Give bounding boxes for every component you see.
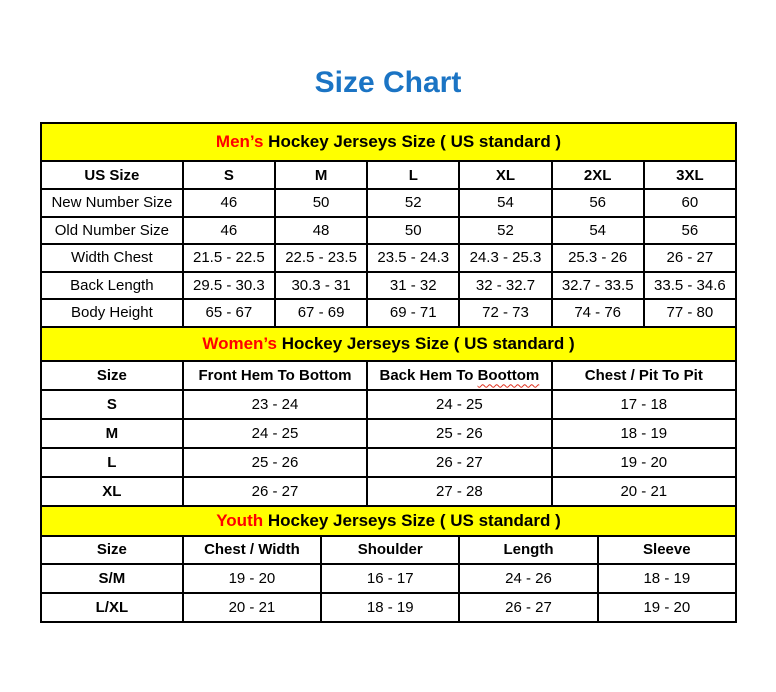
column-header-cell: M: [275, 161, 367, 189]
column-header-cell: Shoulder: [321, 536, 459, 564]
data-cell: 50: [275, 189, 367, 217]
data-cell: 32 - 32.7: [459, 272, 551, 300]
table-row: [41, 390, 736, 419]
table-row: [41, 189, 736, 217]
data-cell: 25 - 26: [367, 419, 551, 448]
data-cell: 24 - 25: [183, 419, 367, 448]
youth-section-accent: Youth: [216, 510, 264, 530]
data-cell: 46: [183, 189, 275, 217]
data-cell: 20 - 21: [183, 593, 321, 622]
column-header-cell: Chest / Width: [183, 536, 321, 564]
table-row: [41, 272, 736, 300]
row-label-cell: M: [41, 419, 183, 448]
column-header-cell: Sleeve: [598, 536, 736, 564]
column-header-row: [41, 161, 736, 189]
size-chart: [40, 122, 737, 623]
data-cell: 25 - 26: [183, 448, 367, 477]
womens-section: [40, 326, 737, 507]
data-cell: 56: [552, 189, 644, 217]
data-cell: 54: [552, 217, 644, 245]
data-cell: 52: [367, 189, 459, 217]
womens-section-accent: Women’s: [202, 333, 277, 353]
data-cell: 18 - 19: [598, 564, 736, 593]
data-cell: 18 - 19: [552, 419, 736, 448]
column-header-cell: Length: [459, 536, 597, 564]
column-header-cell: Size: [41, 536, 183, 564]
youth-section-title: Hockey Jerseys Size ( US standard ): [263, 510, 561, 530]
table-row: [41, 593, 736, 622]
data-cell: 19 - 20: [598, 593, 736, 622]
mens-section-title: Hockey Jerseys Size ( US standard ): [263, 132, 562, 151]
data-cell: 60: [644, 189, 736, 217]
data-cell: 52: [459, 217, 551, 245]
data-cell: 21.5 - 22.5: [183, 244, 275, 272]
column-header-row: [41, 361, 736, 390]
data-cell: 74 - 76: [552, 299, 644, 327]
youth-section-header: [40, 505, 737, 537]
data-cell: 46: [183, 217, 275, 245]
column-header-cell: L: [367, 161, 459, 189]
data-cell: 23.5 - 24.3: [367, 244, 459, 272]
data-cell: 23 - 24: [183, 390, 367, 419]
data-cell: 50: [367, 217, 459, 245]
data-cell: 30.3 - 31: [275, 272, 367, 300]
data-cell: 31 - 32: [367, 272, 459, 300]
data-cell: 67 - 69: [275, 299, 367, 327]
row-label-cell: Body Height: [41, 299, 183, 327]
data-cell: 26 - 27: [183, 477, 367, 506]
table-row: [41, 217, 736, 245]
column-header-cell: Size: [41, 361, 183, 390]
data-cell: 26 - 27: [459, 593, 597, 622]
row-label-cell: L/XL: [41, 593, 183, 622]
table-row: [41, 564, 736, 593]
data-cell: 22.5 - 23.5: [275, 244, 367, 272]
column-header-row: [41, 536, 736, 564]
table-row: [41, 448, 736, 477]
data-cell: 20 - 21: [552, 477, 736, 506]
row-label-cell: Width Chest: [41, 244, 183, 272]
table-row: [41, 299, 736, 327]
youth-size-table: [40, 535, 737, 623]
mens-section-accent: Men’s: [215, 132, 264, 151]
table-row: [41, 419, 736, 448]
column-header-cell: 2XL: [552, 161, 644, 189]
data-cell: 25.3 - 26: [552, 244, 644, 272]
mens-size-table: [40, 160, 737, 328]
data-cell: 54: [459, 189, 551, 217]
row-label-cell: Old Number Size: [41, 217, 183, 245]
data-cell: 32.7 - 33.5: [552, 272, 644, 300]
data-cell: 24 - 26: [459, 564, 597, 593]
data-cell: 16 - 17: [321, 564, 459, 593]
row-label-cell: Back Length: [41, 272, 183, 300]
data-cell: 26 - 27: [367, 448, 551, 477]
column-header-cell: US Size: [41, 161, 183, 189]
womens-size-table: [40, 360, 737, 507]
data-cell: 77 - 80: [644, 299, 736, 327]
column-header-cell: S: [183, 161, 275, 189]
data-cell: 19 - 20: [183, 564, 321, 593]
data-cell: 65 - 67: [183, 299, 275, 327]
row-label-cell: New Number Size: [41, 189, 183, 217]
table-row: [41, 244, 736, 272]
table-row: [41, 477, 736, 506]
row-label-cell: L: [41, 448, 183, 477]
row-label-cell: S/M: [41, 564, 183, 593]
column-header-cell: 3XL: [644, 161, 736, 189]
mens-section: [40, 122, 737, 328]
column-header-cell: Chest / Pit To Pit: [552, 361, 736, 390]
row-label-cell: S: [41, 390, 183, 419]
data-cell: 48: [275, 217, 367, 245]
data-cell: 24 - 25: [367, 390, 551, 419]
data-cell: 18 - 19: [321, 593, 459, 622]
misspelled-word: Boottom: [477, 366, 540, 384]
page-title: Size Chart: [314, 66, 462, 99]
data-cell: 26 - 27: [644, 244, 736, 272]
data-cell: 24.3 - 25.3: [459, 244, 551, 272]
column-header-cell: Back Hem To Boottom: [367, 361, 551, 390]
data-cell: 72 - 73: [459, 299, 551, 327]
data-cell: 19 - 20: [552, 448, 736, 477]
row-label-cell: XL: [41, 477, 183, 506]
data-cell: 56: [644, 217, 736, 245]
mens-section-header: [40, 122, 737, 162]
column-header-cell: Front Hem To Bottom: [183, 361, 367, 390]
data-cell: 29.5 - 30.3: [183, 272, 275, 300]
data-cell: 69 - 71: [367, 299, 459, 327]
data-cell: 17 - 18: [552, 390, 736, 419]
womens-section-header: [40, 326, 737, 362]
data-cell: 33.5 - 34.6: [644, 272, 736, 300]
youth-section: [40, 505, 737, 623]
column-header-cell: XL: [459, 161, 551, 189]
womens-section-title: Hockey Jerseys Size ( US standard ): [276, 333, 575, 353]
data-cell: 27 - 28: [367, 477, 551, 506]
